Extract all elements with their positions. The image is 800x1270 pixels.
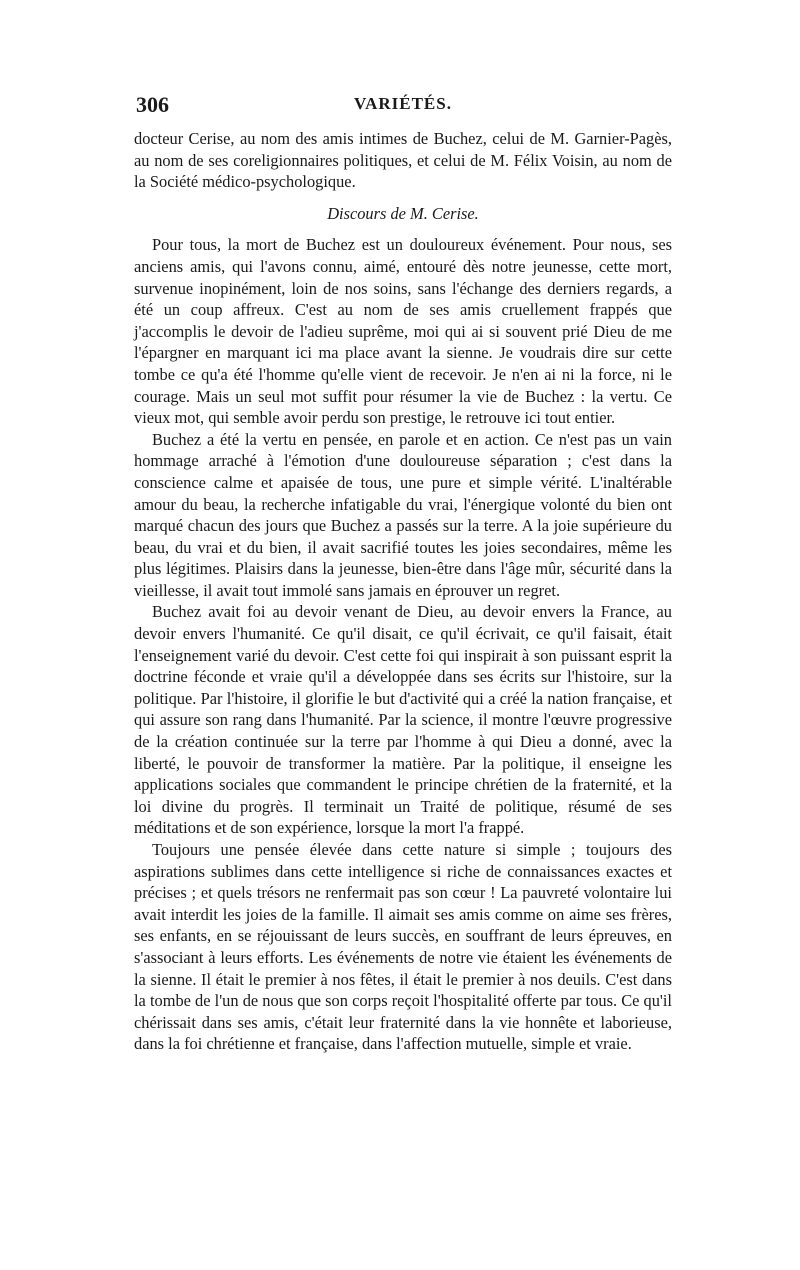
paragraph: Pour tous, la mort de Buchez est un douloureux événement. Pour nous, ses anciens amis, qui l'avons connu, aimé, entouré dès notre jeunesse, cette mort, survenue inopinément, loin de nos soins, sans l'échange des derniers regards, a été un coup affreux. C'est au nom de ses amis cruellement frappés que j'accomplis le devoir de l'adieu suprême, moi qui ai si souvent prié Dieu de me l'épargner en marquant ici ma place avant la sienne. Je voudrais dire sur cette tombe ce qu'a été l'homme qu'elle vient de recevoir. Je n'en ai ni la force, ni le courage. Mais un seul mot suffit pour résumer la vie de Buchez : la vertu. Ce vieux mot, qui semble avoir perdu son prestige, le retrouve ici tout entier. — [134, 235, 672, 428]
paragraph: Toujours une pensée élevée dans cette nature si simple ; toujours des aspirations sublimes dans cette intelligence si riche de connaissances exactes et précises ; et quels trésors ne renfermait pas son cœur ! La pauvreté volontaire lui avait interdit les joies de la famille. Il aimait ses amis comme on aime ses frères, ses enfants, en se réjouissant de leurs succès, en souffrant de leurs épreuves, en s'associant à leurs efforts. Les événements de notre vie étaient les événements de la sienne. Il était le premier à nos fêtes, il était le premier à nos deuils. C'est dans la tombe de l'un de nous que son corps reçoit l'hospitalité offerte par tous. Ce qu'il chérissait dans ses amis, c'était leur fraternité dans la vie honnête et laborieuse, dans la foi chrétienne et française, dans l'affection mutuelle, simple et vraie. — [134, 840, 672, 1054]
body-text — [134, 128, 672, 1055]
intro-paragraph: docteur Cerise, au nom des amis intimes de Buchez, celui de M. Garnier-Pagès, au nom de ses coreligionnaires politiques, et celui de M. Félix Voisin, au nom de la Société médico-psychologique. — [134, 129, 672, 192]
paragraph: Buchez a été la vertu en pensée, en parole et en action. Ce n'est pas un vain hommage arraché à l'émotion d'une douloureuse séparation ; c'est dans la conscience calme et apaisée de tous, une pure et simple vérité. L'inaltérable amour du beau, la recherche infatigable du vrai, l'énergique volonté du bien ont marqué chacun des jours que Buchez a passés sur la terre. A la joie supérieure du beau, du vrai et du bien, il avait sacrifié toutes les joies secondaires, même les plus légitimes. Plaisirs dans la jeunesse, bien-être dans l'âge mûr, sécurité dans la vieillesse, il avait tout immolé sans jamais en éprouver un regret. — [134, 429, 672, 600]
running-head: VARIÉTÉS. — [354, 94, 452, 113]
page-number: 306 — [136, 92, 169, 117]
speech-heading: Discours de M. Cerise. — [327, 203, 479, 223]
paragraph: Buchez avait foi au devoir venant de Dieu, au devoir envers la France, au devoir envers l'humanité. Ce qu'il disait, ce qu'il écrivait, ce qu'il faisait, était l'enseignement varié du devoir. C'est cette foi qui inspirait à son puissant esprit la doctrine féconde et vraie qu'il a développée dans ses écrits sur l'histoire, sur la politique. Par l'histoire, il glorifie le but d'activité qui a créé la nation française, et qui assure son rang dans l'humanité. Par la science, il montre l'œuvre progressive de la création continuée sur la terre par l'homme à qui Dieu a donné, avec la liberté, le pouvoir de transformer la matière. Par la politique, il enseigne les applications sociales que commandent le principe chrétien de la fraternité, et la loi divine du progrès. Il terminait un Traité de politique, résumé de ses méditations et de son expérience, lorsque la mort l'a frappé. — [134, 602, 672, 838]
page-header — [136, 92, 670, 122]
